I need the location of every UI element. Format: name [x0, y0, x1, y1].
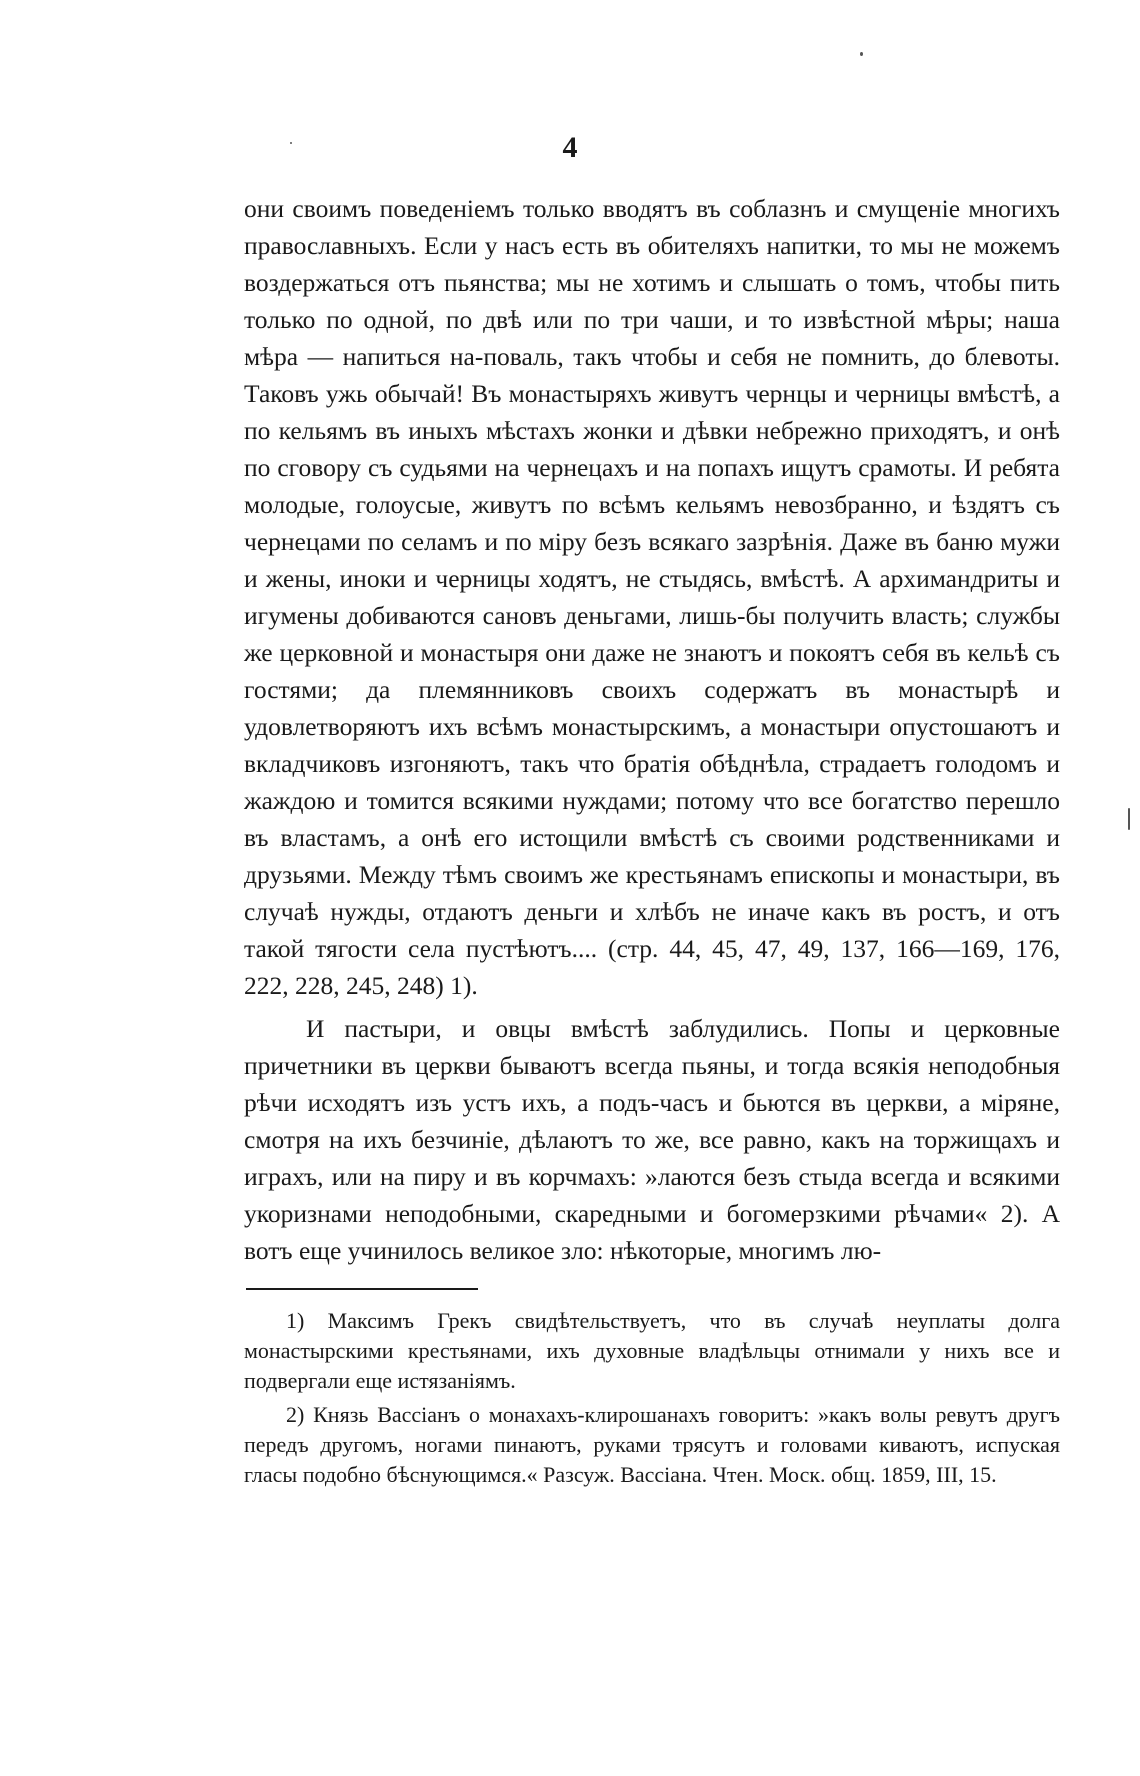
paper-speck [1128, 808, 1130, 830]
main-text [244, 190, 1060, 1269]
paragraph-2: И пастыри, и овцы вмѣстѣ заблудились. Попы и церковные причетники въ церкви бываютъ всегда пьяны, и тогда всякiя неподобныя рѣчи исходятъ изъ устъ ихъ, а подъ-часъ и бьются въ церкви, а мiряне, смотря на ихъ безчинiе, дѣлаютъ то же, все равно, какъ на торжищахъ и играхъ, или на пиру и въ корчмахъ: »лаются безъ стыда всегда и всякими укоризнами неподобными, скаредными и богомерзкими рѣчами« 2). А вотъ еще учинилось великое зло: нѣкоторые, многимъ лю- [244, 1014, 1060, 1265]
paragraph-1: они своимъ поведенiемъ только вводятъ въ соблазнъ и смущенiе многихъ православныхъ. Если у насъ есть въ обителяхъ напитки, то мы не можемъ воздержаться отъ пьянства; мы не хотимъ и слышать о томъ, чтобы пить только по одной, по двѣ или по три чаши, и то извѣстной мѣры; наша мѣра — напиться на-поваль, такъ чтобы и себя не помнить, до блевоты. Таковъ ужь обычай! Въ монастыряхъ живутъ чернцы и черницы вмѣстѣ, а по кельямъ въ иныхъ мѣстахъ жонки и дѣвки небрежно приходятъ, и онѣ по сговору съ судьями на чернецахъ и на попахъ ищутъ срамоты. И ребята молодые, голоусые, живутъ по всѣмъ кельямъ невозбранно, и ѣздятъ съ чернецами по селамъ и по мiру безъ всякаго зазрѣнiя. Даже въ баню мужи и жены, иноки и черницы ходятъ, не стыдясь, вмѣстѣ. А архимандриты и игумены добиваются сановъ деньгами, лишь-бы получить власть; службы же церковной и монастыря они даже не знаютъ и покоятъ себя въ кельѣ съ гостями; да племянниковъ своихъ содержатъ въ монастырѣ и удовлетворяютъ ихъ всѣмъ монастырскимъ, а монастыри опустошаютъ и вкладчиковъ изгоняютъ, такъ что братiя обѣднѣла, страдаетъ голодомъ и жаждою и томится всякими нуждами; потому что все богатство перешло въ властамъ, а онѣ его истощили вмѣстѣ съ своими родственниками и друзьями. Между тѣмъ своимъ же крестьянамъ епископы и монастыри, въ случаѣ нужды, отдаютъ деньги и хлѣбъ не иначе какъ въ ростъ, и отъ такой тягости села пустѣютъ.... (стр. 44, 45, 47, 49, 137, 166—169, 176, 222, 228, 245, 248) 1). [244, 194, 1060, 1000]
paper-speck [860, 52, 863, 56]
paper-speck [290, 142, 292, 144]
page-number: 4 [562, 131, 578, 164]
footnotes [244, 1306, 1060, 1494]
footnote-2: 2) Князь Вассiанъ о монахахъ-клирошанахъ говоритъ: »какъ волы ревутъ другъ передъ другомъ, ногами пинаютъ, руками трясутъ и головами киваютъ, испуская гласы подобно бѣснующимся.« Разсуж. Вассiана. Чтен. Моск. общ. 1859, III, 15. [244, 1402, 1060, 1487]
footnote-separator [246, 1288, 478, 1290]
footnote-1: 1) Максимъ Грекъ свидѣтельствуетъ, что въ случаѣ неуплаты долга монастырскими крестьянами, ихъ духовные владѣльцы отнимали у нихъ все и подвергали еще истязанiямъ. [244, 1308, 1060, 1393]
